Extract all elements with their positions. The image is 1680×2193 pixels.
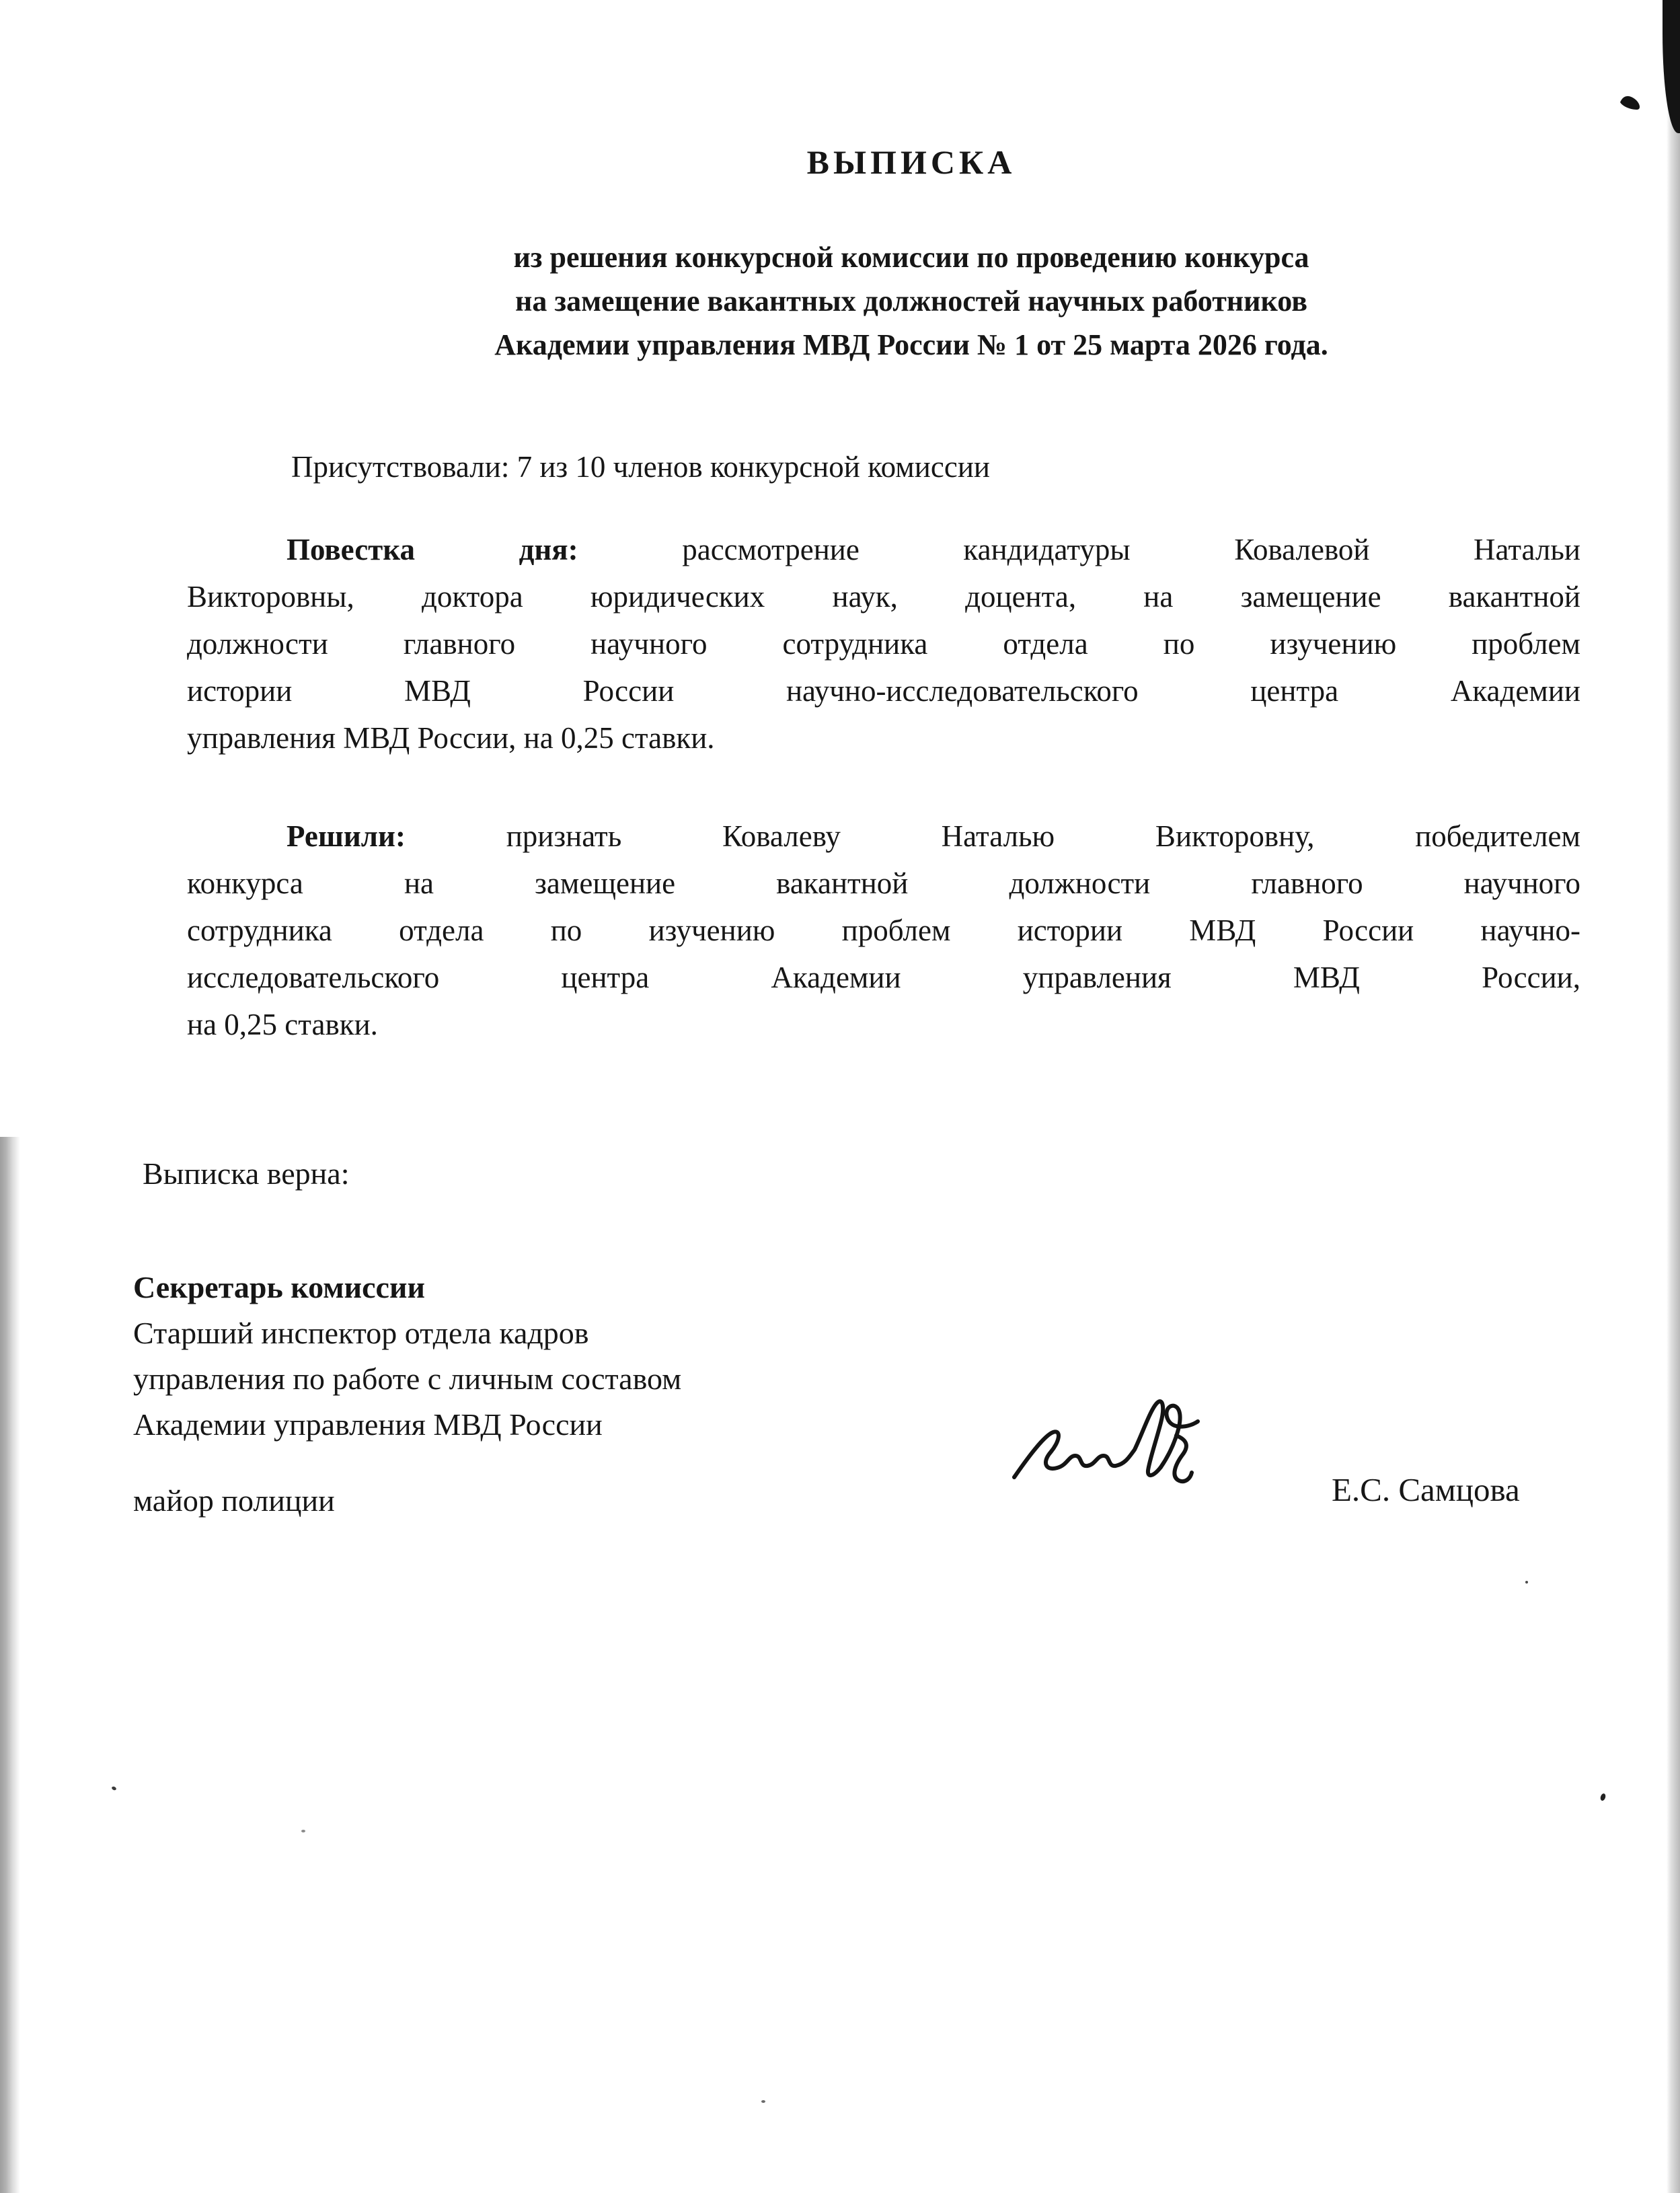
document-subtitle bbox=[161, 235, 1661, 367]
agenda-line: истории МВД России научно-исследовательского центра Академии bbox=[187, 674, 1580, 708]
resolution-line: конкурса на замещение вакантной должности главного научного bbox=[187, 866, 1580, 900]
certification-line: Выписка верна: bbox=[143, 1156, 350, 1191]
scan-speck bbox=[761, 2100, 765, 2103]
resolution-line: исследовательского центра Академии управления МВД России, bbox=[187, 961, 1580, 994]
resolution-last-line: на 0,25 ставки. bbox=[187, 1008, 378, 1041]
attendance-line: Присутствовали: 7 из 10 членов конкурсной комиссии bbox=[291, 450, 990, 484]
pen-mark-icon bbox=[1618, 92, 1645, 115]
document-title: ВЫПИСКА bbox=[806, 143, 1016, 181]
scan-speck bbox=[1525, 1581, 1528, 1584]
agenda-line: Викторовны, доктора юридических наук, доцента, на замещение вакантной bbox=[187, 580, 1580, 614]
signatory-role-line: Старший инспектор отдела кадров bbox=[133, 1316, 589, 1350]
resolution-paragraph bbox=[187, 813, 1580, 1048]
scan-edge-dark-corner bbox=[1663, 0, 1680, 133]
signatory-role-title: Секретарь комиссии bbox=[133, 1270, 425, 1304]
signatory-role-line: Академии управления МВД России bbox=[133, 1407, 603, 1442]
signatory-rank: майор полиции bbox=[133, 1483, 335, 1518]
signatory-block bbox=[133, 1265, 681, 1448]
signatory-role-line: управления по работе с личным составом bbox=[133, 1362, 682, 1396]
resolution-text: признать Ковалеву Наталью Викторовну, победителем bbox=[405, 819, 1580, 853]
agenda-label: Повестка дня: bbox=[287, 533, 578, 566]
scan-speck bbox=[111, 1786, 116, 1791]
scan-edge-shadow-right bbox=[1667, 0, 1680, 2193]
agenda-text: рассмотрение кандидатуры Ковалевой Натальи bbox=[578, 533, 1580, 566]
subtitle-line: на замещение вакантных должностей научных работников bbox=[515, 285, 1307, 318]
scan-speck bbox=[1599, 1793, 1606, 1801]
agenda-paragraph bbox=[187, 526, 1580, 761]
agenda-line: должности главного научного сотрудника отдела по изучению проблем bbox=[187, 627, 1580, 661]
signatory-name: Е.С. Самцова bbox=[1332, 1471, 1520, 1508]
agenda-first-line bbox=[187, 526, 1580, 573]
handwritten-signature-icon bbox=[1007, 1391, 1209, 1509]
resolution-first-line bbox=[187, 813, 1580, 860]
agenda-last-line: управления МВД России, на 0,25 ставки. bbox=[187, 721, 715, 755]
subtitle-line: из решения конкурсной комиссии по проведению конкурса bbox=[513, 241, 1309, 274]
scan-speck bbox=[301, 1830, 305, 1832]
resolution-label: Решили: bbox=[287, 819, 406, 853]
subtitle-line: Академии управления МВД России № 1 от 25 марта 2026 года. bbox=[494, 328, 1328, 361]
scan-edge-shadow-left bbox=[0, 1137, 20, 2193]
resolution-line: сотрудника отдела по изучению проблем истории МВД России научно- bbox=[187, 914, 1580, 947]
